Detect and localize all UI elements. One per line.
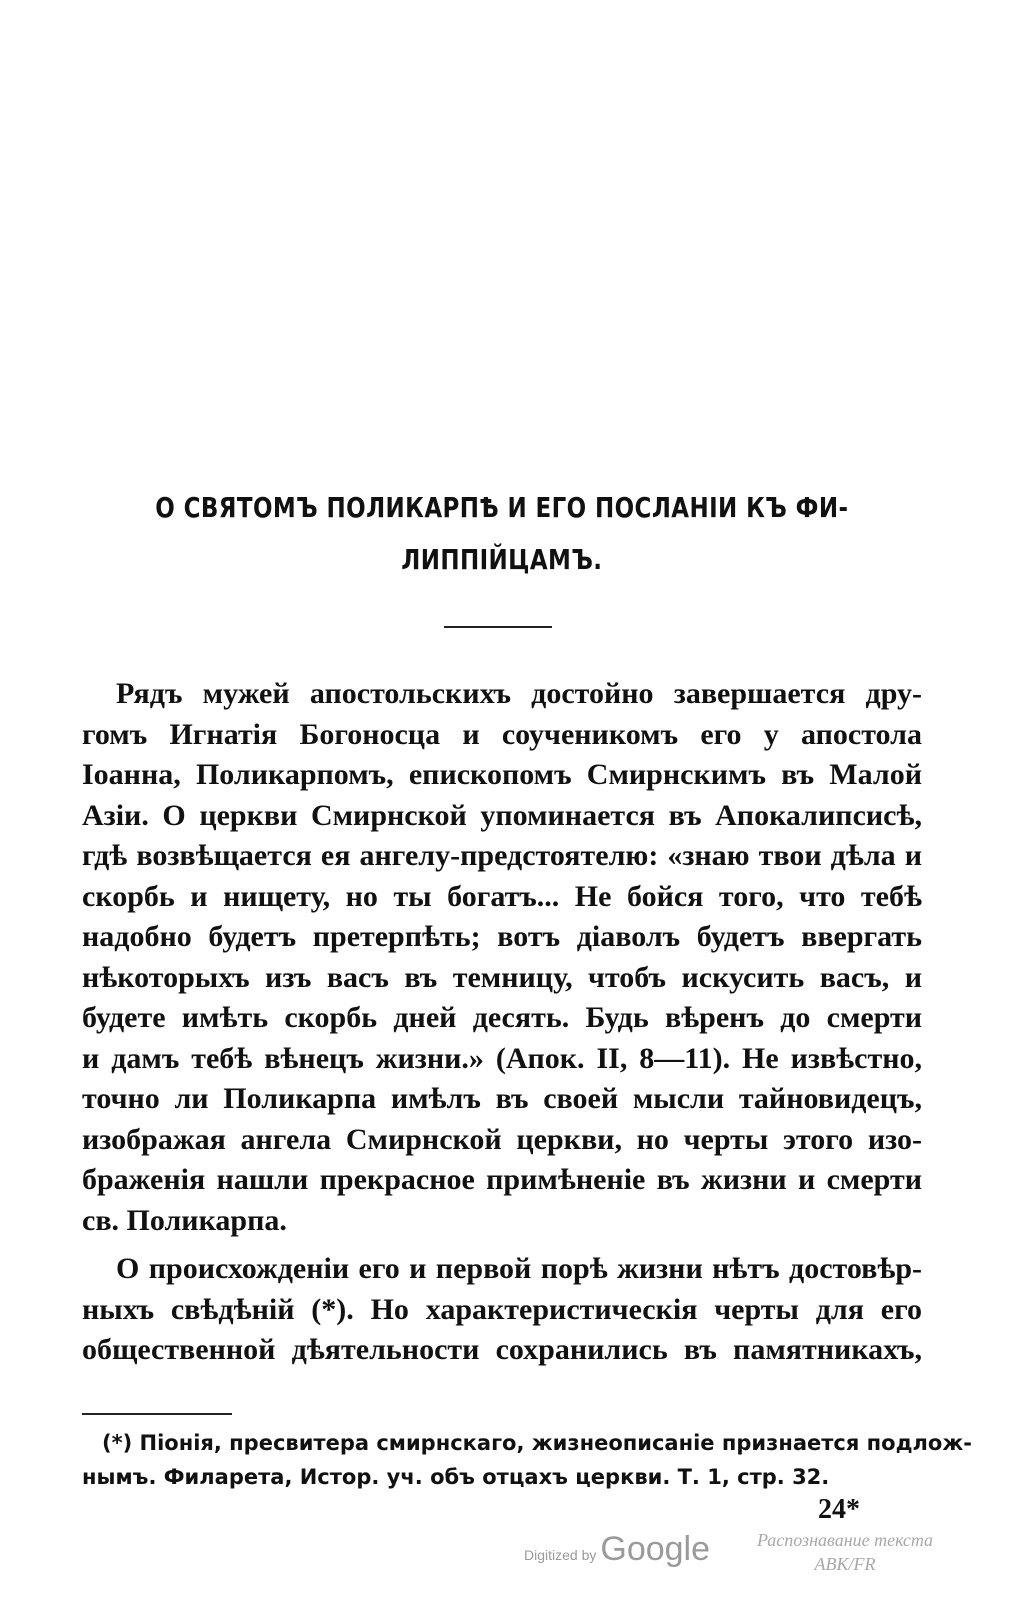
footnote bbox=[82, 1426, 972, 1494]
text-line: надобно будетъ претерпѣть; вотъ діаволъ будетъ ввергать bbox=[82, 920, 922, 953]
ocr-watermark-line-1: Распознавание текста bbox=[757, 1530, 934, 1550]
chapter-title-line-2: ЛИППІЙЦАМЪ. bbox=[401, 543, 603, 576]
text-line: гдѣ возвѣщается ея ангелу-предстоятелю: «знаю твои дѣла и bbox=[82, 839, 922, 872]
body-paragraphs bbox=[82, 674, 922, 1371]
chapter-title bbox=[82, 482, 922, 586]
ocr-watermark bbox=[757, 1528, 933, 1576]
text-line: изображая ангела Смирнской церкви, но черты этого изо- bbox=[82, 1122, 922, 1156]
title-separator-rule bbox=[444, 626, 552, 628]
text-line: общественной дѣятельности сохранились въ памятникахъ, bbox=[82, 1333, 922, 1366]
text-line: ныхъ свѣдѣній (*). Но характеристическія черты для его bbox=[82, 1292, 922, 1326]
text-line: нѣкоторыхъ изъ васъ въ темницу, чтобъ искусить васъ, и bbox=[82, 960, 922, 994]
text-line: О происхожденіи его и первой порѣ жизни нѣтъ достовѣр- bbox=[116, 1252, 922, 1285]
digitized-by-google-watermark bbox=[524, 1530, 710, 1569]
digitized-by-label: Digitized by bbox=[524, 1547, 597, 1563]
text-line: Іоанна, Поликарпомъ, епископомъ Смирнскимъ въ Малой bbox=[82, 758, 922, 791]
text-line: и дамъ тебѣ вѣнецъ жизни.» (Апок. II, 8—11). Не извѣстно, bbox=[82, 1041, 922, 1075]
text-line: будете имѣть скорбь дней десять. Будь вѣренъ до смерти bbox=[82, 1001, 922, 1034]
text-line: скорбь и нищету, но ты богатъ... Не бойся того, что тебѣ bbox=[82, 879, 922, 913]
google-logo: Google bbox=[600, 1530, 711, 1568]
text-line: гомъ Игнатія Богоносца и соученикомъ его у апостола bbox=[82, 717, 922, 751]
page-number: 24* bbox=[818, 1494, 860, 1525]
text-line: св. Поликарпа. bbox=[82, 1203, 287, 1237]
chapter-title-line-1: О СВЯТОМЪ ПОЛИКАРПѢ И ЕГО ПОСЛАНІИ КЪ ФИ- bbox=[155, 491, 849, 524]
text-line: Рядъ мужей апостольскихъ достойно завершается дру- bbox=[116, 677, 922, 710]
text-line: Азіи. О церкви Смирнской упоминается въ Апокалипсисѣ, bbox=[82, 798, 922, 832]
text-line: браженія нашли прекрасное примѣненіе въ жизни и смерти bbox=[82, 1163, 922, 1196]
footnote-line-1: (*) Піонія, пресвитера смирнскаго, жизнеописаніе признается подлож- bbox=[102, 1431, 972, 1455]
footnote-rule bbox=[82, 1413, 232, 1415]
ocr-watermark-line-2: ABK/FR bbox=[814, 1554, 876, 1574]
text-line: точно ли Поликарпа имѣлъ въ своей мысли тайновидецъ, bbox=[82, 1082, 922, 1115]
footnote-line-2: нымъ. Филарета, Истор. уч. объ отцахъ церкви. Т. 1, стр. 32. bbox=[82, 1465, 830, 1489]
